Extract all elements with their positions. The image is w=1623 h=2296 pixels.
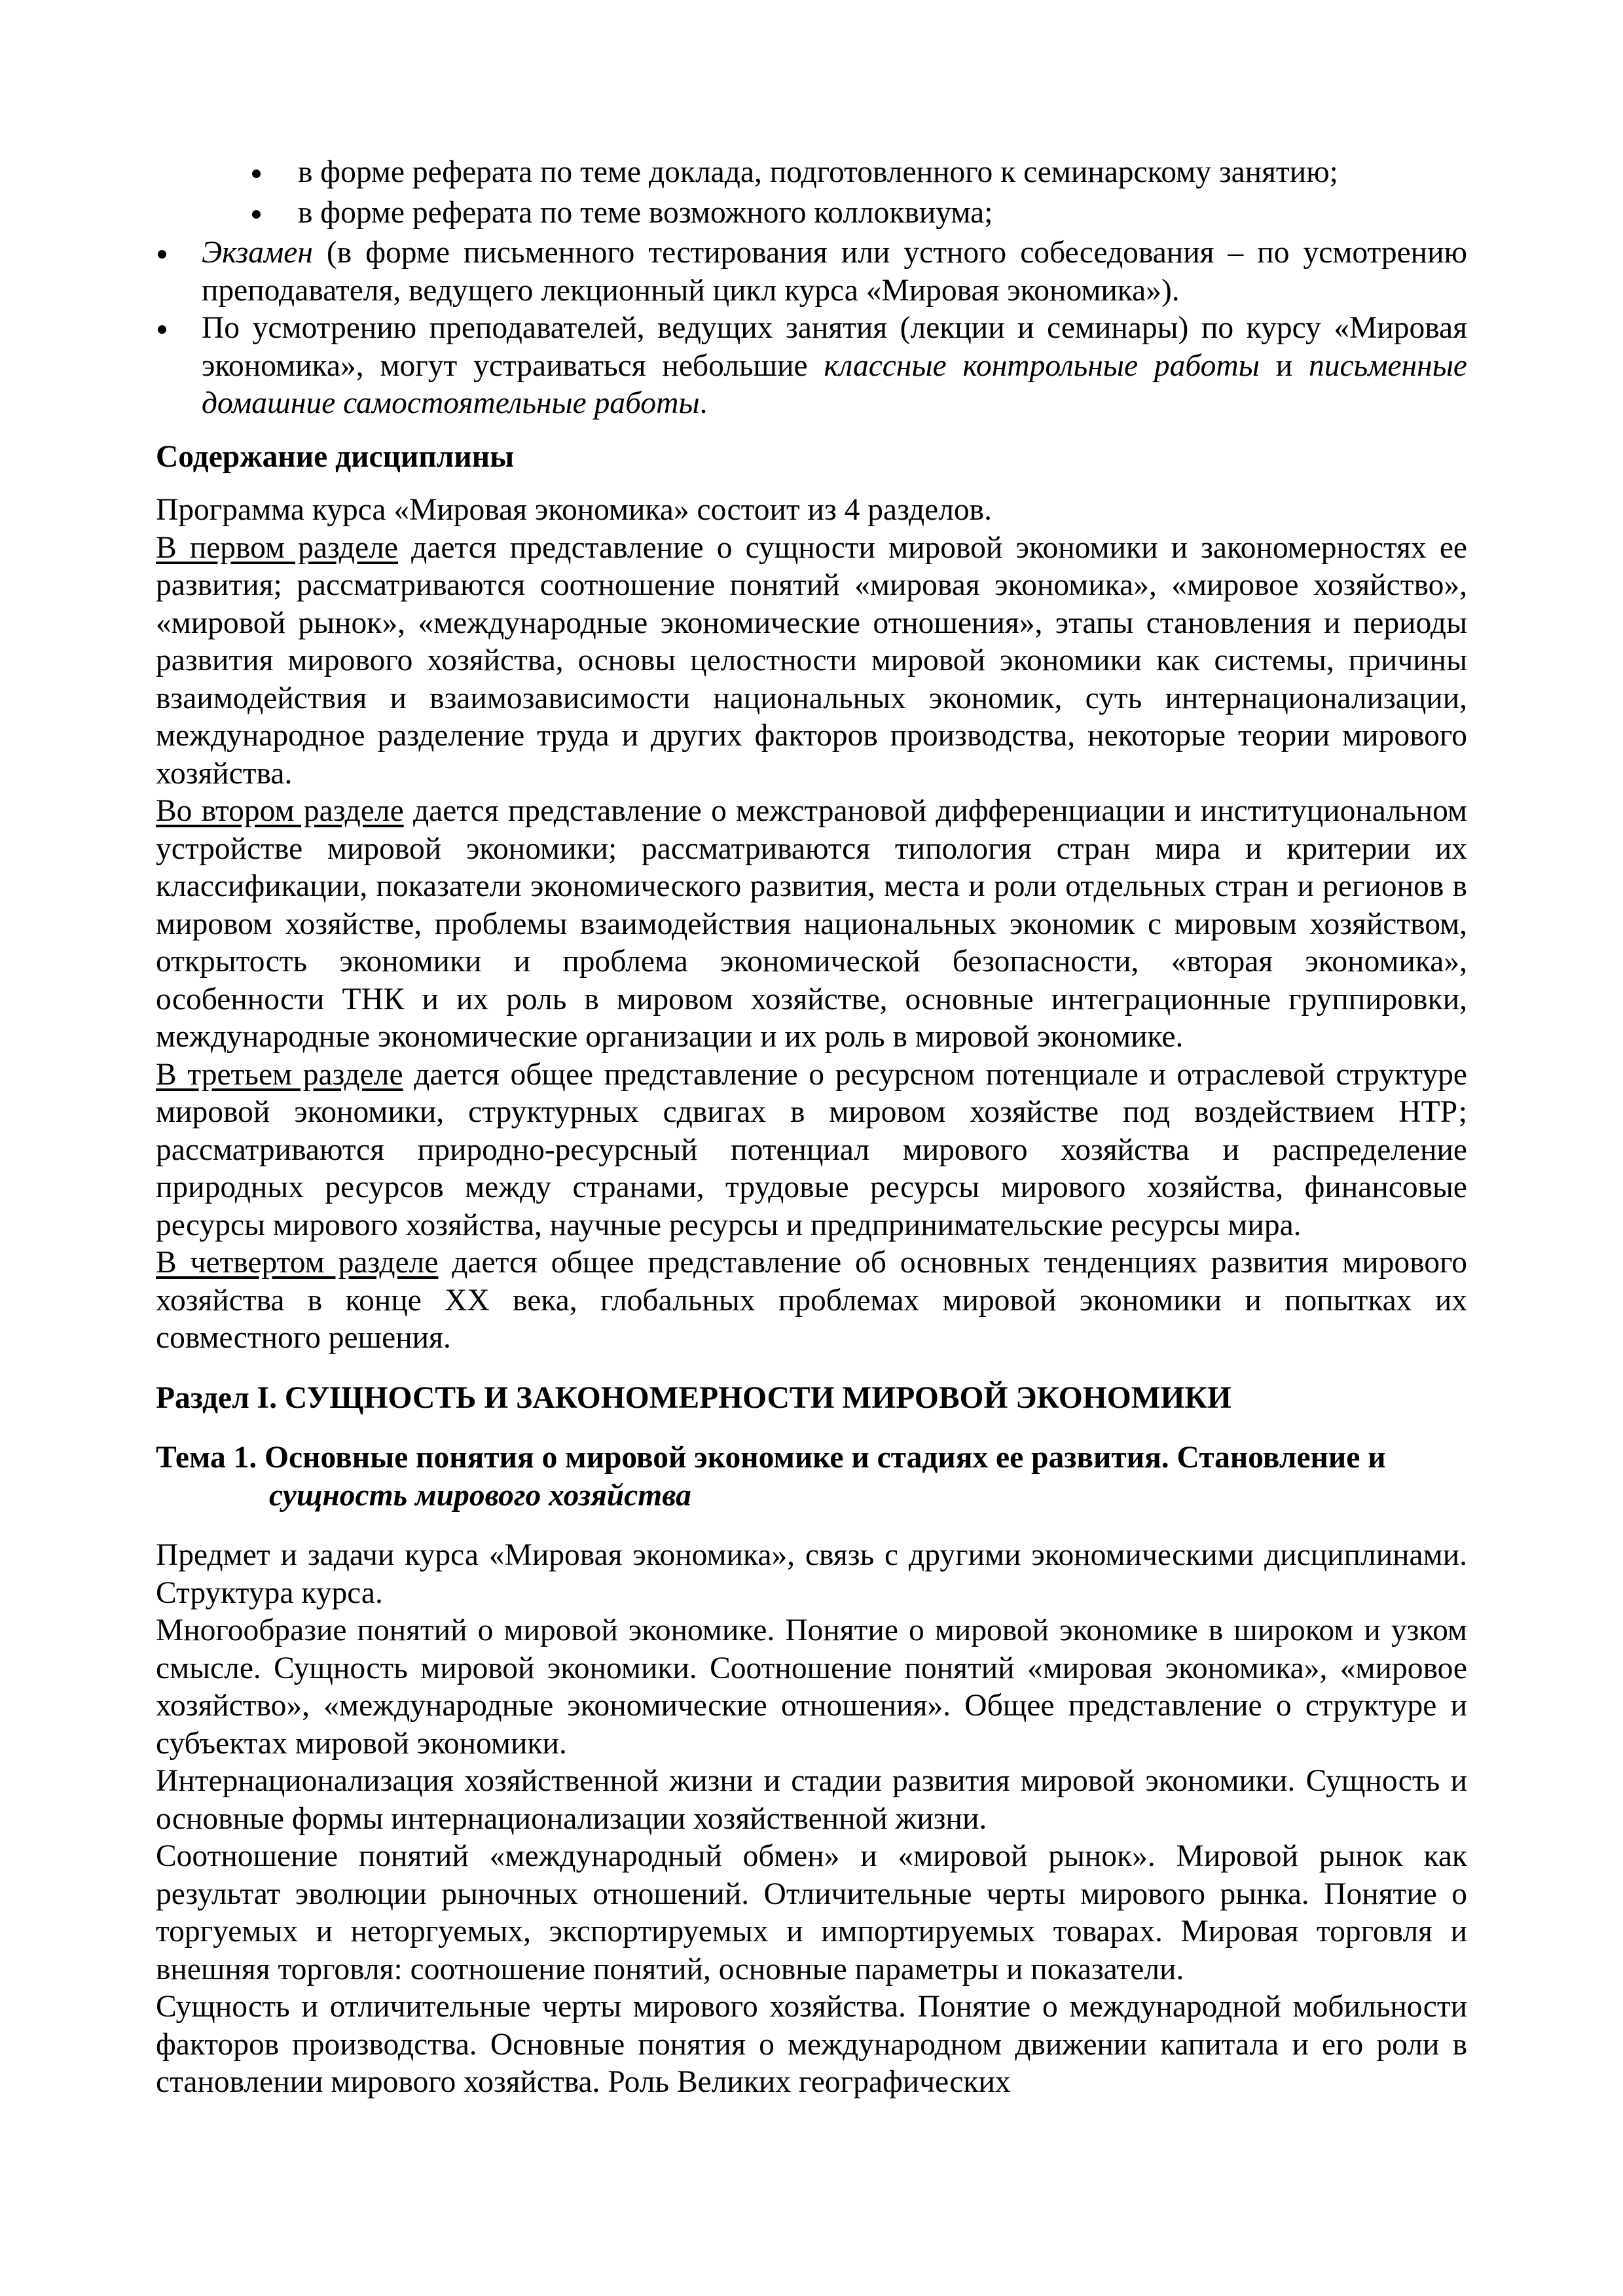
bullet-icon [252, 170, 261, 178]
section-description: В четвертом разделе дается общее представление об основных тенденциях развития мирового хозяйства в конце ХХ века, глобальных проблемах мировой экономики и попытках их совместного решения. [156, 1246, 1467, 1355]
content-heading: Содержание дисциплины [156, 439, 515, 474]
bullet-icon [158, 325, 166, 334]
list-item: в форме реферата по теме доклада, подготовленного к семинарскому занятию; [156, 154, 1467, 192]
topic-paragraph: Предмет и задачи курса «Мировая экономика», связь с другими экономическими дисциплинами. Структура курса. [156, 1538, 1467, 1610]
bullet-icon [252, 210, 261, 219]
program-intro: Программа курса «Мировая экономика» состоит из 4 разделов. [156, 493, 992, 527]
list-item: в форме реферата по теме возможного коллоквиума; [156, 194, 1467, 232]
topic-paragraph: Соотношение понятий «международный обмен» и «мировой рынок». Мировой рынок как результат эволюции рыночных отношений. Отличительные черты мирового рынка. Понятие о торгуемых и неторгуемых, экспортируемых и импортируемых товарах. Мировая торговля и внешняя торговля: соотношение понятий, основные параметры и показатели. [156, 1839, 1467, 1986]
document-page [156, 154, 1467, 2102]
section-description: В первом разделе дается представление о сущности мировой экономики и закономерностях ее развития; рассматриваются соотношение понятий «мировая экономика», «мировое хозяйство», «мировой рынок», «международные экономические отношения», этапы становления и периоды развития мирового хозяйства, основы целостности мировой экономики как системы, причины взаимодействия и взаимозависимости национальных экономик, суть интернационализации, международное разделение труда и других факторов производства, некоторые теории мирового хозяйства. [156, 530, 1467, 791]
topic-paragraph: Многообразие понятий о мировой экономике. Понятие о мировой экономике в широком и узком смысле. Сущность мировой экономики. Соотношение понятий «мировая экономика», «мировое хозяйство», «международные экономические отношения». Общее представление о структуре и субъектах мировой экономики. [156, 1613, 1467, 1761]
topic-paragraph: Интернационализация хозяйственной жизни и стадии развития мировой экономики. Сущность и основные формы интернационализации хозяйственной жизни. [156, 1764, 1467, 1836]
section-heading: Раздел I. СУЩНОСТЬ И ЗАКОНОМЕРНОСТИ МИРОВОЙ ЭКОНОМИКИ [156, 1380, 1231, 1415]
section-description: Во втором разделе дается представление о межстрановой дифференциации и институциональном устройстве мировой экономики; рассматриваются типология стран мира и критерии их классификации, показатели экономического развития, места и роли отдельных стран и регионов в мировом хозяйстве, проблемы взаимодействия национальных экономик с мировым хозяйством, открытость экономики и проблема экономической безопасности, «вторая экономика», особенности ТНК и их роль в мировом хозяйстве, основные интеграционные группировки, международные экономические организации и их роль в мировой экономике. [156, 794, 1467, 1054]
bullet-icon [158, 250, 166, 259]
list-item-exam: Экзамен (в форме письменного тестирования или устного собеседования – по усмотрению преподавателя, ведущего лекционный цикл курса «Мировая экономика»). [156, 234, 1467, 310]
list-item-teachers: По усмотрению преподавателей, ведущих занятия (лекции и семинары) по курсу «Мировая экономика», могут устраиваться небольшие классные контрольные работы и письменные домашние самостоятельные работы. [156, 310, 1467, 423]
topic-heading: Тема 1. Основные понятия о мировой экономике и стадиях ее развития. Становление и сущность мирового хозяйства [156, 1441, 1386, 1513]
section-description: В третьем разделе дается общее представление о ресурсном потенциале и отраслевой структуре мировой экономики, структурных сдвигах в мировом хозяйстве под воздействием НТР; рассматриваются природно-ресурсный потенциал мирового хозяйства и распределение природных ресурсов между странами, трудовые ресурсы мирового хозяйства, финансовые ресурсы мирового хозяйства, научные ресурсы и предпринимательские ресурсы мира. [156, 1057, 1467, 1242]
topic-paragraph: Сущность и отличительные черты мирового хозяйства. Понятие о международной мобильности факторов производства. Основные понятия о международном движении капитала и его роли в становлении мирового хозяйства. Роль Великих географических [156, 1990, 1467, 2099]
